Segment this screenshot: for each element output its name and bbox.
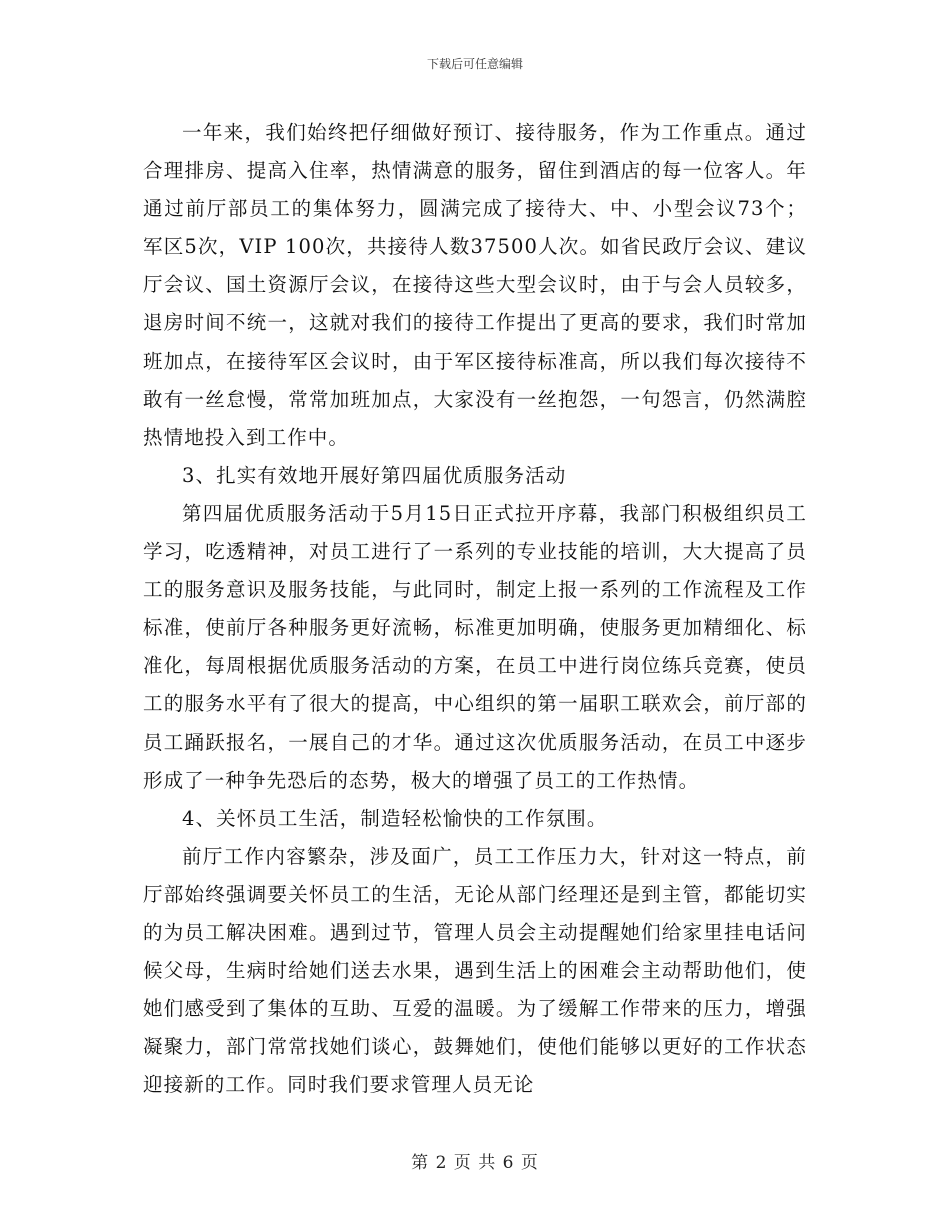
- section-heading-quality-service: 3、扎实有效地开展好第四届优质服务活动: [182, 463, 567, 487]
- section-heading-staff-care: 4、关怀员工生活，制造轻松愉快的工作氛围。: [182, 806, 608, 830]
- document-body: [143, 114, 807, 1104]
- page-number: 第 2 页 共 6 页: [411, 1153, 539, 1173]
- page-header-note: 下载后可任意编辑: [426, 57, 523, 71]
- paragraph-staff-care: 前厅工作内容繁杂，涉及面广，员工工作压力大，针对这一特点，前厅部始终强调要关怀员工的生活，无论从部门经理还是到主管，都能切实的为员工解决困难。遇到过节，管理人员会主动提醒她们给家里挂电话问候父母，生病时给她们送去水果，遇到生活上的困难会主动帮助他们，使她们感受到了集体的互助、互爱的温暖。为了缓解工作带来的压力，增强凝聚力，部门常常找她们谈心，鼓舞她们，使他们能够以更好的工作状态迎接新的工作。同时我们要求管理人员无论: [143, 844, 807, 1097]
- paragraph-reception-service: 一年来，我们始终把仔细做好预订、接待服务，作为工作重点。通过合理排房、提高入住率，热情满意的服务，留住到酒店的每一位客人。年通过前厅部员工的集体努力，圆满完成了接待大、中、小型会议73个；军区5次，VIP 100次，共接待人数37500人次。如省民政厅会议、建议厅会议、国土资源厅会议，在接待这些大型会议时，由于与会人员较多，退房时间不统一，这就对我们的接待工作提出了更高的要求，我们时常加班加点，在接待军区会议时，由于军区接待标准高，所以我们每次接待不敢有一丝怠慢，常常加班加点，大家没有一丝抱怨，一句怨言，仍然满腔热情地投入到工作中。: [143, 121, 807, 449]
- paragraph-quality-service: 第四届优质服务活动于5月15日正式拉开序幕，我部门积极组织员工学习，吃透精神，对员工进行了一系列的专业技能的培训，大大提高了员工的服务意识及服务技能，与此同时，制定上报一系列的工作流程及工作标准，使前厅各种服务更好流畅，标准更加明确，使服务更加精细化、标准化，每周根据优质服务活动的方案，在员工中进行岗位练兵竞赛，使员工的服务水平有了很大的提高，中心组织的第一届职工联欢会，前厅部的员工踊跃报名，一展自己的才华。通过这次优质服务活动，在员工中逐步形成了一种争先恐后的态势，极大的增强了员工的工作热情。: [143, 501, 807, 792]
